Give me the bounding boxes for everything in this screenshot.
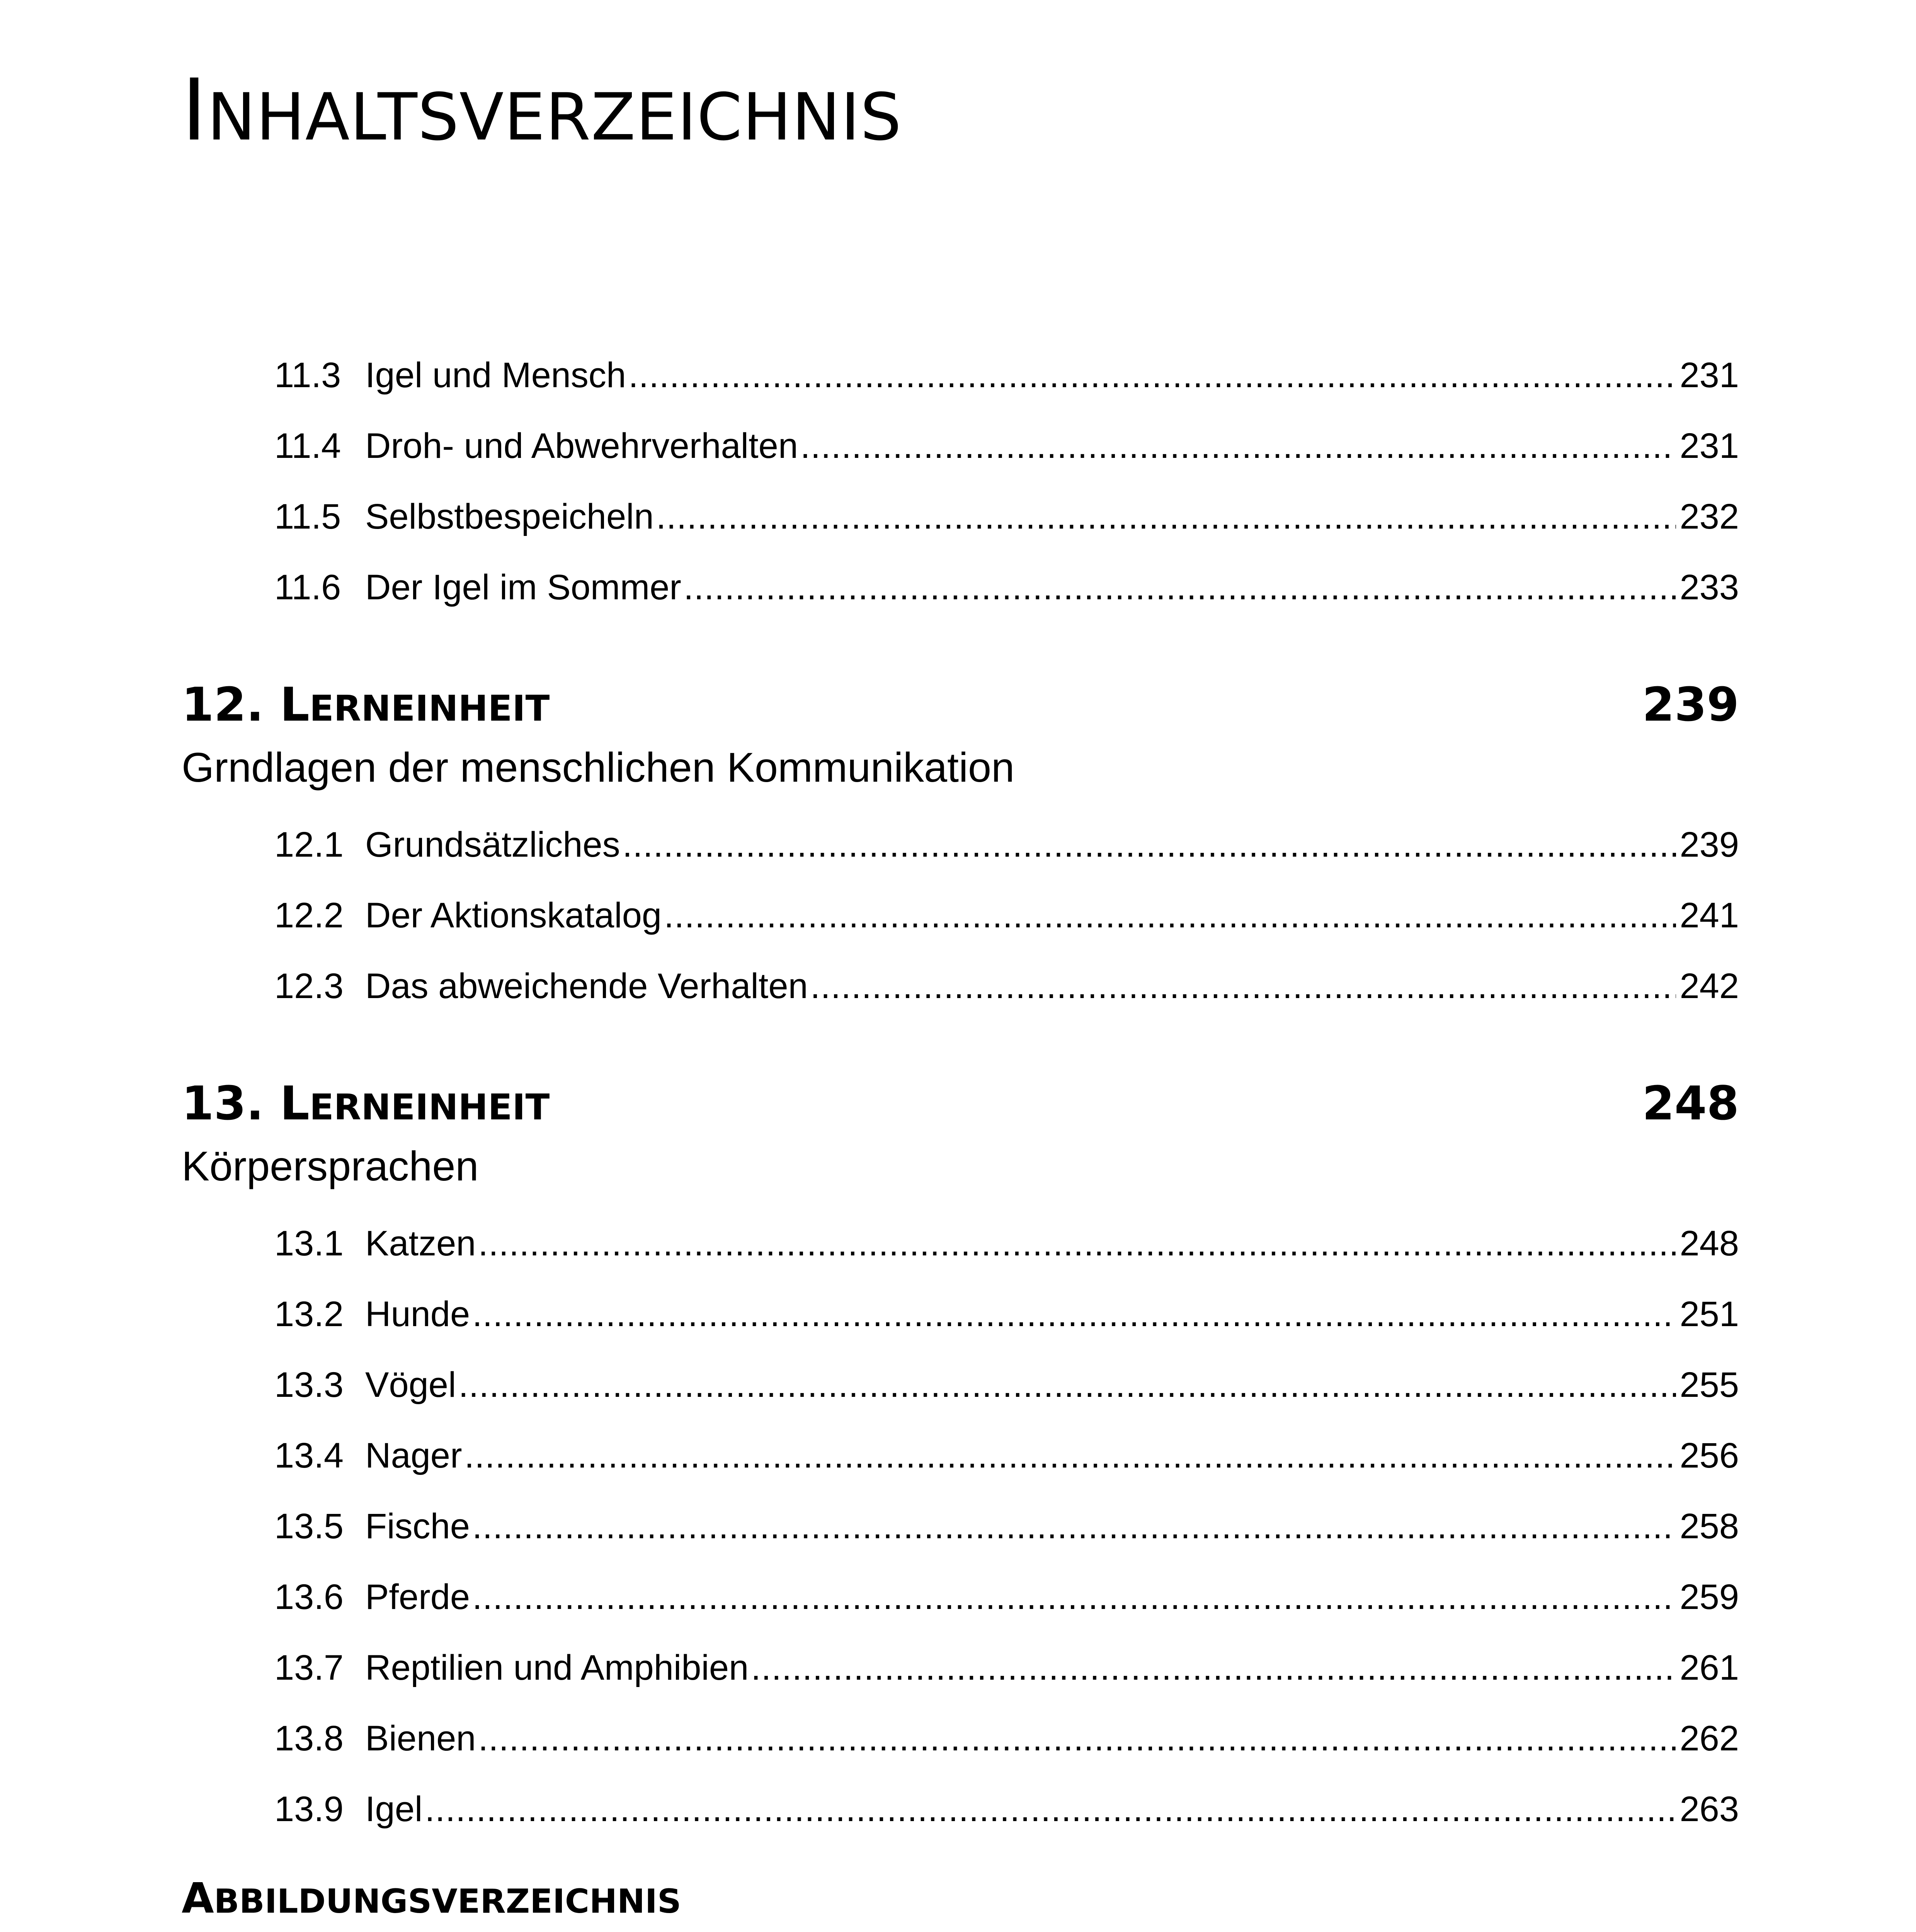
toc-entry-title: Vögel [365,1365,456,1405]
dot-leader [472,1579,1676,1615]
toc-entry-page: 233 [1679,568,1739,607]
toc-entry-number: 13.4 [274,1436,344,1475]
page-title: INHALTSVERZEICHNIS [182,61,902,160]
toc-entry-page: 256 [1679,1436,1739,1475]
toc-entry-page: 242 [1679,966,1739,1006]
toc-entry-page: 231 [1679,355,1739,395]
unit-subtitle: Körpersprachen [182,1143,479,1189]
toc-entry-title: Grundsätzliches [365,825,620,864]
toc-entry-title: Igel [365,1789,423,1829]
dot-leader [478,1226,1676,1261]
toc-entry[interactable] [274,1721,1739,1756]
toc-entry-title: Das abweichende Verhalten [365,966,808,1006]
toc-entry-page: 231 [1679,426,1739,466]
toc-entry-title: Reptilien und Amphibien [365,1648,749,1687]
toc-entry[interactable] [274,1367,1739,1403]
unit-label: 12. LERNEINHEIT [182,678,550,732]
toc-entry-page: 232 [1679,497,1739,536]
dot-leader [628,357,1676,393]
dot-leader [465,1438,1676,1473]
dot-leader [810,968,1676,1004]
toc-entry-title: Fische [365,1507,470,1546]
toc-entry[interactable] [274,1650,1739,1685]
unit-subtitle: Grndlagen der menschlichen Kommunikation [182,744,1015,791]
toc-entry-page: 239 [1679,825,1739,864]
toc-entry-number: 11.4 [274,426,341,466]
toc-entry-page: 258 [1679,1507,1739,1546]
dot-leader [684,570,1676,605]
unit-label: 13. LERNEINHEIT [182,1077,550,1131]
toc-entry[interactable] [274,357,1739,393]
dot-leader [472,1296,1676,1332]
toc-entry-page: 259 [1679,1577,1739,1617]
dot-leader [800,428,1676,464]
toc-entry-number: 13.1 [274,1224,344,1263]
abbildungsverzeichnis-heading[interactable]: ABBILDUNGSVERZEICHNIS [182,1874,681,1923]
toc-entry-number: 12.1 [274,825,344,864]
toc-entry[interactable] [274,570,1739,605]
toc-entry-number: 13.3 [274,1365,344,1405]
unit-page-number: 248 [1642,1077,1739,1131]
toc-entry-page: 262 [1679,1719,1739,1758]
toc-entry-title: Hunde [365,1294,470,1334]
toc-entry-number: 13.7 [274,1648,344,1687]
toc-entry-page: 261 [1679,1648,1739,1687]
toc-entry-number: 11.6 [274,568,341,607]
toc-entry-title: Droh- und Abwehrverhalten [365,426,798,466]
toc-entry-page: 251 [1679,1294,1739,1334]
toc-entry[interactable] [274,428,1739,464]
toc-entry-page: 263 [1679,1789,1739,1829]
toc-entry-title: Nager [365,1436,462,1475]
dot-leader [478,1721,1676,1756]
toc-entry-title: Igel und Mensch [365,355,626,395]
toc-entry-title: Der Igel im Sommer [365,568,681,607]
toc-entry[interactable] [274,1509,1739,1544]
dot-leader [664,898,1676,933]
toc-entry[interactable] [274,898,1739,933]
toc-entry-title: Bienen [365,1719,476,1758]
toc-entry-number: 11.3 [274,355,341,395]
dot-leader [425,1791,1676,1827]
toc-entry-page: 255 [1679,1365,1739,1405]
toc-entry-number: 13.8 [274,1719,344,1758]
toc-entry-title: Selbstbespeicheln [365,497,654,536]
toc-entry-title: Der Aktionskatalog [365,896,662,935]
toc-entry[interactable] [274,1579,1739,1615]
dot-leader [472,1509,1676,1544]
toc-entry-page: 248 [1679,1224,1739,1263]
toc-entry-title: Pferde [365,1577,470,1617]
toc-entry[interactable] [274,1226,1739,1261]
toc-entry[interactable] [274,827,1739,862]
unit-heading-13[interactable] [182,1077,1739,1131]
toc-entry-number: 12.3 [274,966,344,1006]
toc-entry-page: 241 [1679,896,1739,935]
toc-entry-number: 11.5 [274,497,341,536]
toc-entry[interactable] [274,1296,1739,1332]
toc-entry-number: 13.5 [274,1507,344,1546]
dot-leader [751,1650,1676,1685]
toc-entry-number: 13.6 [274,1577,344,1617]
unit-page-number: 239 [1642,678,1739,732]
dot-leader [458,1367,1676,1403]
toc-entry-number: 13.2 [274,1294,344,1334]
toc-entry-number: 13.9 [274,1789,344,1829]
toc-entry-title: Katzen [365,1224,476,1263]
dot-leader [656,499,1676,534]
toc-entry-number: 12.2 [274,896,344,935]
toc-entry[interactable] [274,499,1739,534]
unit-heading-12[interactable] [182,678,1739,732]
toc-entry[interactable] [274,1791,1739,1827]
dot-leader [623,827,1676,862]
toc-entry[interactable] [274,968,1739,1004]
toc-entry[interactable] [274,1438,1739,1473]
